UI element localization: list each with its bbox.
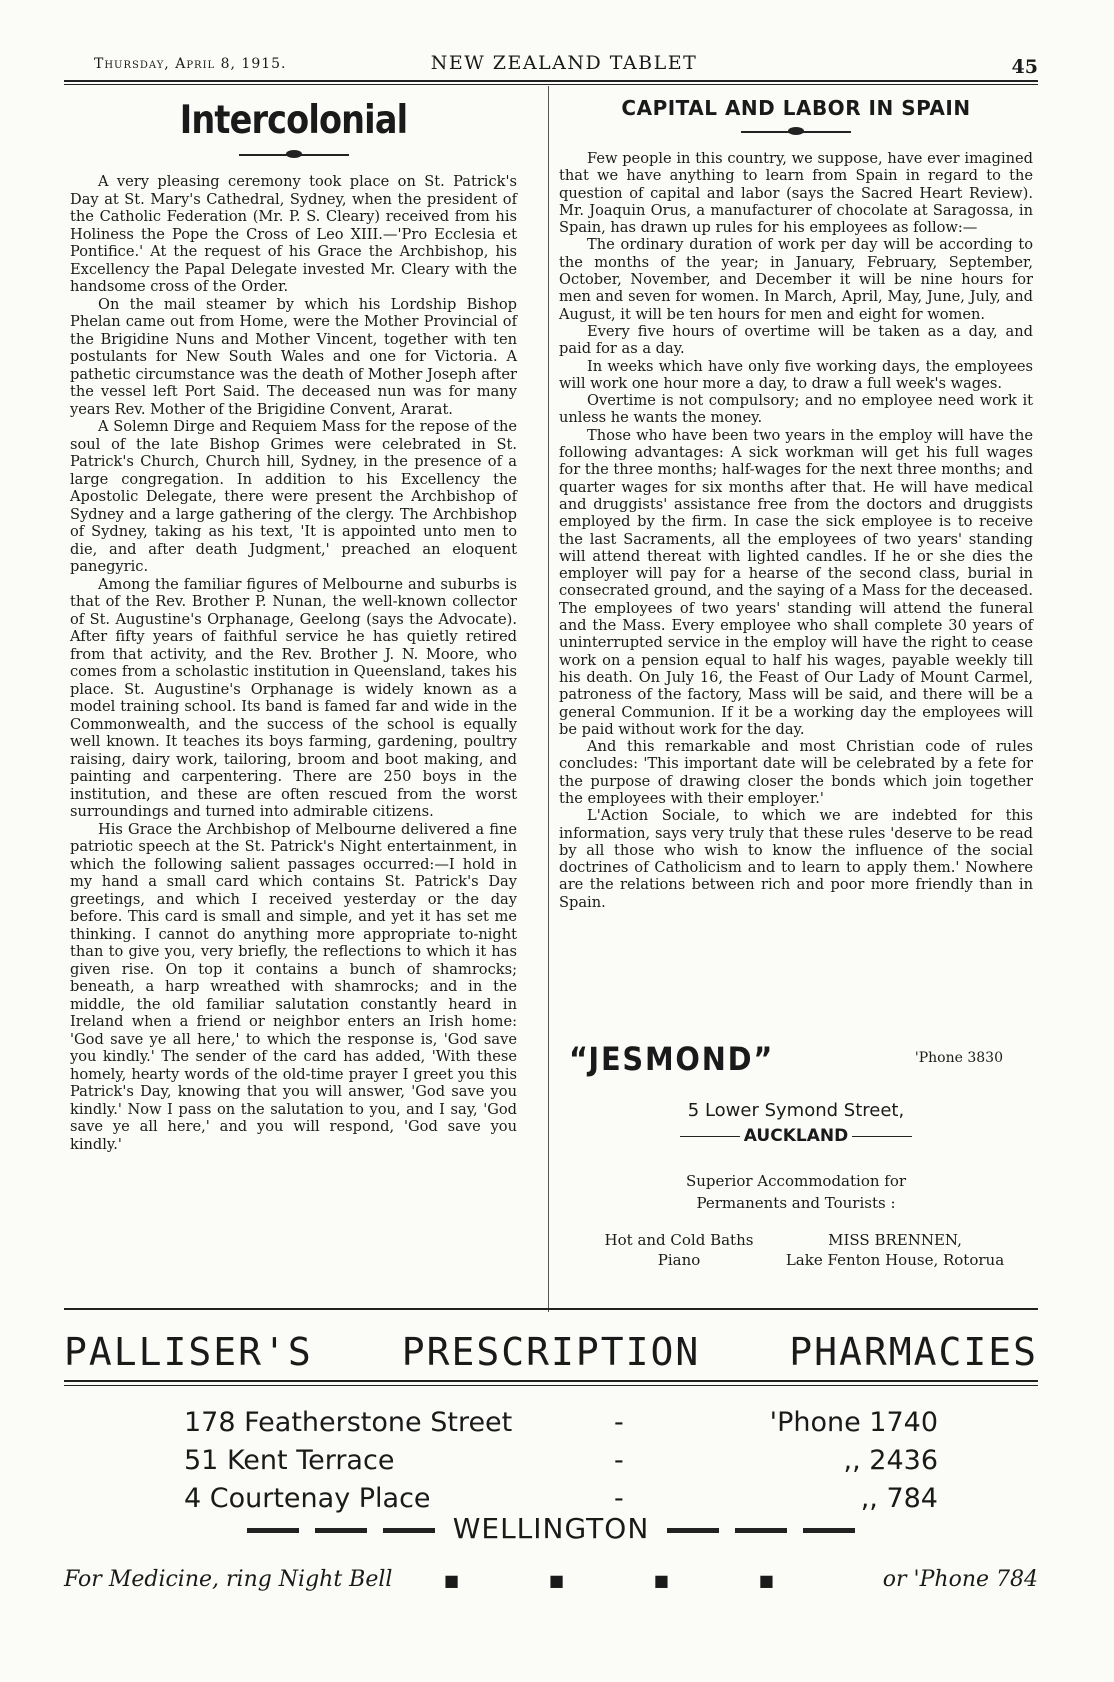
dash-rule [852,1136,912,1137]
pharmacy-phone: ,, 2436 [843,1445,938,1476]
jesmond-city: AUCKLAND [743,1126,849,1146]
masthead-rule [64,80,1038,82]
palliser-advertisement [64,1312,1038,1612]
capital-labor-heading: CAPITAL AND LABOR IN SPAIN [621,96,971,120]
proprietor-address: Lake Fenton House, Rotorua [785,1251,1005,1269]
page-number: 45 [1011,56,1038,78]
column-divider [548,86,549,1312]
article-paragraph: Among the familiar figures of Melbourne and suburbs is that of the Rev. Brother P. Nunan, the well-known collector of St. Augustine's Orphanage, Geelong (says the Advocate). After fifty years of faithful service he has quietly retired from that activity, and the Rev. Brother J. N. Moore, who comes from a scholastic institution in Queensland, takes his place. St. Augustine's Orphanage is widely known as a model training school. Its band is famed far and wide in the Commonwealth, and the success of the school is equally well known. It teaches its boys farming, gardening, poultry raising, dairy work, tailoring, broom and boot making, and painting and carpentering. There are 250 boys in the institution, and these are often rescued from the worst surroundings and turned into admirable citizens. [70,575,517,820]
dash-rule [680,1136,740,1137]
night-phone: or 'Phone 784 [882,1567,1038,1592]
pharmacy-address: 4 Courtenay Place [184,1483,431,1514]
title-word: PRESCRIPTION [401,1330,701,1374]
intercolonial-column [70,90,517,1153]
jesmond-city-line [559,1126,1033,1146]
bar-ornament [735,1528,787,1533]
title-word: PALLISER'S [64,1330,313,1374]
article-paragraph: On the mail steamer by which his Lordship Bishop Phelan came out from Home, were the Mother Provincial of the Brigidine Nuns and Mother Vincent, together with ten postulants for New South Wales and one for Victoria. A pathetic circumstance was the death of Mother Joseph after the vessel left Port Said. The deceased nun was for many years Rev. Mother of the Brigidine Convent, Ararat. [70,295,517,418]
pharmacy-address: 178 Featherstone Street [184,1407,513,1438]
jesmond-name: “JESMOND” [569,1040,775,1078]
jesmond-address: 5 Lower Symond Street, [687,1100,905,1121]
bar-ornament [247,1528,299,1533]
intercolonial-heading: Intercolonial [179,98,408,143]
masthead-rule-thin [64,84,1038,85]
article-paragraph: Those who have been two years in the employ will have the following advantages: A sick workman will get his full wages for the three months; half-wages for the next three months; and quarter wages for six months after that. He will have medical and druggists' assistance free from the doctors and druggists employed by the firm. In case the sick employee is to receive the last Sacraments, all the employees of two years' standing will attend thereat with lighted candles. If he or she dies the employer will pay for a hearse of the second class, burial in consecrated ground, and the saying of a Mass for the deceased. The employees of two years' standing will attend the funeral and the Mass. Every employee who shall complete 30 years of uninterrupted service in the employ will have the right to cease work on a pension equal to half his wages, payable weekly till his death. On July 16, the Feast of Our Lady of Mount Carmel, patroness of the factory, Mass will be said, and there will be a general Communion. If it be a working day the employees will be paid without work for the day. [559,426,1033,738]
article-paragraph: Overtime is not compulsory; and no employee need work it unless he wants the money. [559,392,1033,427]
masthead [64,52,1038,78]
heading-ornament [239,149,349,161]
capital-labor-article [559,150,1033,911]
heading-ornament [741,126,851,138]
article-paragraph: L'Action Sociale, to which we are indebted for this information, says very truly that these rules 'deserve to be read by all those who wish to know the influence of the social doctrines of Catholicism and to learn to apply them.' Nowhere are the relations between rich and poor more friendly than in Spain. [559,807,1033,911]
issue-date: Thursday, April 8, 1915. [94,56,287,72]
jesmond-line-1: Superior Accommodation for [685,1172,907,1190]
bar-ornament [667,1528,719,1533]
article-paragraph: In weeks which have only five working days, the employees will work one hour more a day, to draw a full week's wages. [559,357,1033,392]
article-paragraph: And this remarkable and most Christian code of rules concludes: 'This important date will be celebrated by a fete for the purpose of drawing closer the bonds which join together the employees with their employer.' [559,738,1033,807]
row-dash: - [614,1407,624,1438]
proprietor-name: MISS BRENNEN, [828,1231,962,1249]
jesmond-amenities [579,1230,779,1270]
intercolonial-article [70,173,517,1153]
article-paragraph: A Solemn Dirge and Requiem Mass for the repose of the soul of the late Bishop Grimes were celebrated in St. Patrick's Church, Church hill, Sydney, in the presence of a large congregation. In addition to his Excellency the Apostolic Delegate, there were present the Archbishop of Sydney and a large gathering of the clergy. The Archbishop of Sydney, taking as his text, 'It is appointed unto men to die, and after death Judgment,' preached an eloquent panegyric. [70,418,517,575]
night-bell-note: For Medicine, ring Night Bell [64,1567,393,1592]
leader-dots: ■ ■ ■ ■ [444,1571,774,1590]
row-dash: - [614,1445,624,1476]
article-paragraph: A very pleasing ceremony took place on St. Patrick's Day at St. Mary's Cathedral, Sydney, when the president of the Catholic Federation (Mr. P. S. Cleary) received from his Holiness the Pope the Cross of Leo XIII.—'Pro Ecclesia et Pontifice.' At the request of his Grace the Archbishop, his Excellency the Papal Delegate invested Mr. Cleary with the handsome cross of the Order. [70,173,517,295]
palliser-city: WELLINGTON [452,1512,650,1545]
pharmacy-row [184,1445,938,1483]
article-paragraph: Few people in this country, we suppose, have ever imagined that we have anything to learn from Spain in regard to the question of capital and labor (says the Sacred Heart Review). Mr. Joaquin Orus, a manufacturer of chocolate at Saragossa, in Spain, has drawn up rules for his employees as follow:— [559,150,1033,237]
jesmond-line-2: Permanents and Tourists : [696,1194,896,1212]
bar-ornament [315,1528,367,1533]
bar-ornament [803,1528,855,1533]
ad-divider-rule [64,1308,1038,1310]
title-rule-thin [64,1385,1038,1386]
pharmacy-phone: ,, 784 [860,1483,938,1514]
palliser-title [64,1330,1038,1374]
jesmond-phone: 'Phone 3830 [914,1050,1003,1066]
amenity-baths: Hot and Cold Baths [604,1231,754,1249]
palliser-city-line [64,1512,1038,1545]
capital-labor-column [559,90,1033,911]
pharmacy-row [184,1407,938,1445]
amenity-piano: Piano [657,1251,701,1269]
title-rule [64,1380,1038,1382]
row-dash: - [614,1483,624,1514]
title-word: PHARMACIES [789,1330,1038,1374]
jesmond-advertisement [559,1040,1033,1302]
bar-ornament [383,1528,435,1533]
article-paragraph: His Grace the Archbishop of Melbourne delivered a fine patriotic speech at the St. Patrick's Night entertainment, in which the following salient passages occurred:—I hold in my hand a small card which contains St. Patrick's Day greetings, and which I received yesterday or the day before. This card is small and simple, and yet it has set me thinking. I cannot do anything more appropriate to-night than to give you, very briefly, the reflections to which it has given rise. On top it contains a bunch of shamrocks; beneath, a harp wreathed with shamrocks; and in the middle, the old familiar salutation constantly heard in Ireland when a friend or neighbor enters an Irish home: 'God save ye all here,' to which the response is, 'God save you kindly.' The sender of the card has added, 'With these homely, hearty words of the old-time prayer I greet you this Patrick's Day, knowing that you will answer, 'God save you kindly.' Now I pass on the salutation to you, and I say, 'God save ye all here,' and you will respond, 'God save you kindly.' [70,820,517,1153]
jesmond-proprietor [765,1230,1025,1270]
article-paragraph: Every five hours of overtime will be taken as a day, and paid for as a day. [559,322,1033,358]
article-paragraph: The ordinary duration of work per day will be according to the months of the year; in January, February, September, October, November, and December it will be nine hours for men and seven for women. In March, April, May, June, July, and August, it will be ten hours for men and eight for women. [559,236,1033,323]
pharmacy-address: 51 Kent Terrace [184,1445,395,1476]
publication-title: NEW ZEALAND TABLET [430,52,698,74]
pharmacy-phone: 'Phone 1740 [769,1407,938,1438]
